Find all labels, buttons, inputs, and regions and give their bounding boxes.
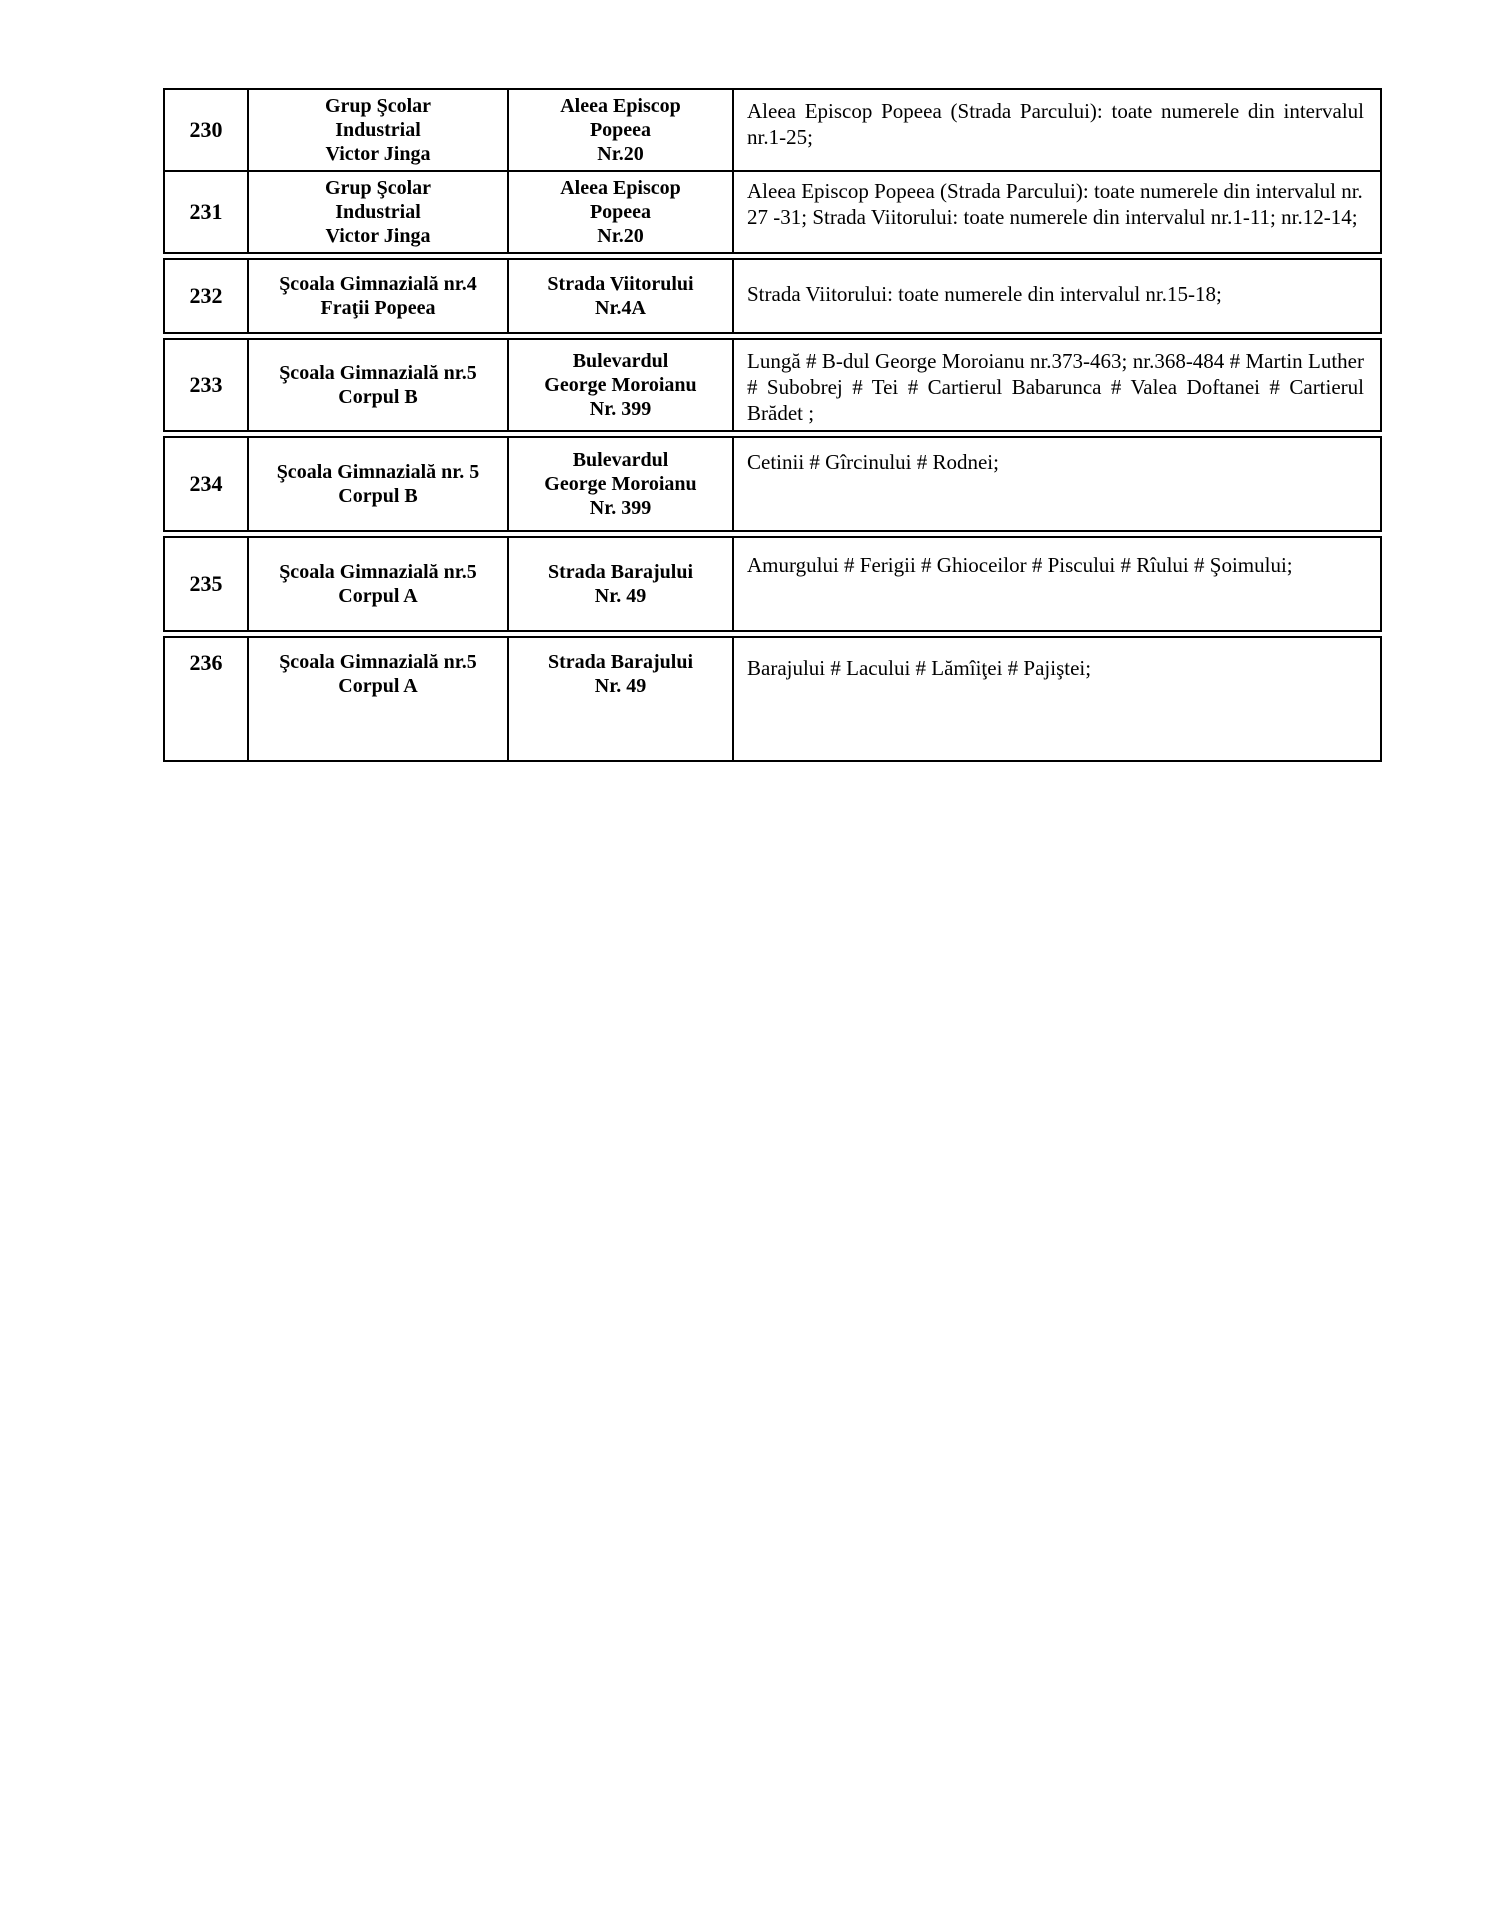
cell-school-name: Şcoala Gimnazială nr.5 Corpul A (247, 638, 507, 760)
table-row (163, 88, 1382, 172)
table-row (163, 258, 1382, 334)
table-row (163, 636, 1382, 762)
cell-station-number: 236 (189, 650, 223, 675)
cell-address: Bulevardul George Moroianu Nr. 399 (507, 438, 732, 530)
cell-school-name: Şcoala Gimnazială nr.5 Corpul A (247, 538, 507, 630)
cell-streets: Lungă # B-dul George Moroianu nr.373-463; nr.368-484 # Martin Luther # Subobrej # Tei # Cartierul Babarunca # Valea Doftanei # Cartierul Brădet ; (732, 340, 1380, 430)
cell-school-name: Şcoala Gimnazială nr.4 Fraţii Popeea (247, 260, 507, 332)
cell-streets: Aleea Episcop Popeea (Strada Parcului): toate numerele din intervalul nr.1-25; (732, 90, 1380, 170)
cell-school-name: Şcoala Gimnazială nr. 5 Corpul B (247, 438, 507, 530)
cell-address: Aleea Episcop Popeea Nr.20 (507, 172, 732, 252)
cell-station-number: 233 (189, 372, 223, 397)
cell-school-name: Grup Şcolar Industrial Victor Jinga (247, 90, 507, 170)
table-row (163, 536, 1382, 632)
cell-streets: Strada Viitorului: toate numerele din intervalul nr.15-18; (732, 260, 1380, 332)
cell-school-name: Şcoala Gimnazială nr.5 Corpul B (247, 340, 507, 430)
cell-station-number: 234 (189, 471, 223, 496)
cell-station-number: 232 (189, 283, 223, 308)
table-row (163, 436, 1382, 532)
cell-streets: Amurgului # Ferigii # Ghioceilor # Piscului # Rîului # Şoimului; (732, 538, 1380, 630)
polling-stations-table (163, 88, 1382, 762)
cell-station-number: 235 (189, 571, 223, 596)
cell-streets: Aleea Episcop Popeea (Strada Parcului): toate numerele din intervalul nr. 27 -31; Strada Viitorului: toate numerele din intervalul nr.1-11; nr.12-14; (732, 172, 1380, 252)
table-row (163, 338, 1382, 432)
cell-streets: Barajului # Lacului # Lămîiţei # Pajiştei; (732, 638, 1380, 760)
cell-school-name: Grup Şcolar Industrial Victor Jinga (247, 172, 507, 252)
cell-address: Strada Barajului Nr. 49 (507, 638, 732, 760)
table-row (163, 170, 1382, 254)
cell-address: Strada Viitorului Nr.4A (507, 260, 732, 332)
cell-station-number: 231 (189, 199, 223, 224)
cell-station-number: 230 (189, 117, 223, 142)
cell-address: Aleea Episcop Popeea Nr.20 (507, 90, 732, 170)
cell-streets: Cetinii # Gîrcinului # Rodnei; (732, 438, 1380, 530)
cell-address: Strada Barajului Nr. 49 (507, 538, 732, 630)
cell-address: Bulevardul George Moroianu Nr. 399 (507, 340, 732, 430)
